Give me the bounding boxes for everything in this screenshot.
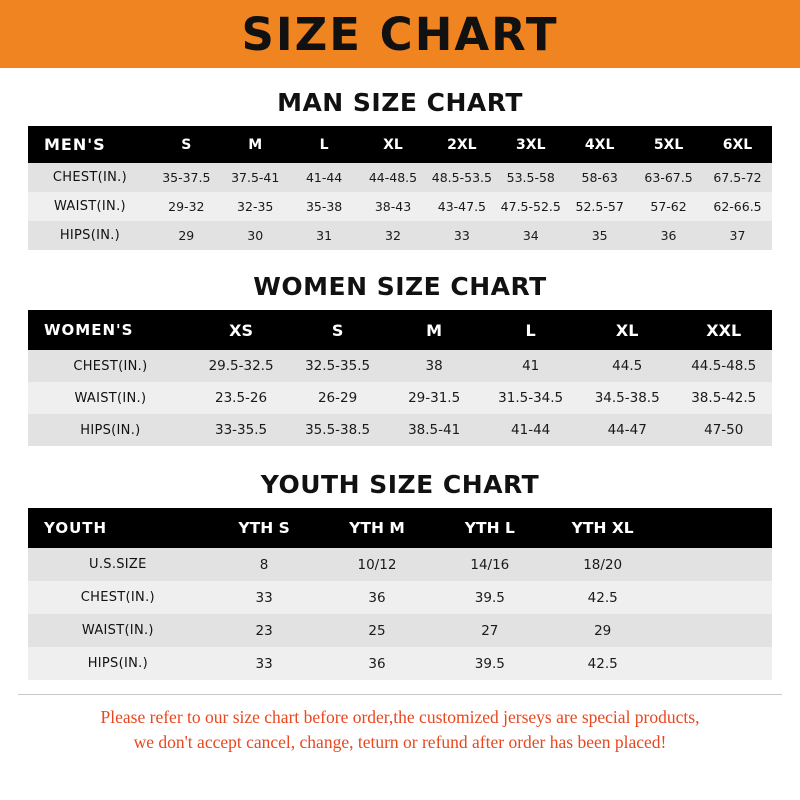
men-col-3: XL bbox=[359, 126, 428, 163]
youth-col-4 bbox=[659, 508, 772, 548]
youth-row-1-cell-0: 33 bbox=[208, 581, 321, 614]
table-row bbox=[28, 221, 772, 250]
men-row-2-cell-0: 29 bbox=[152, 221, 221, 250]
youth-row-3-cell-0: 33 bbox=[208, 647, 321, 680]
men-row-1-cell-1: 32-35 bbox=[221, 192, 290, 221]
youth-col-1: YTH M bbox=[321, 508, 434, 548]
men-row-2-label: HIPS(IN.) bbox=[28, 221, 152, 250]
table-row bbox=[28, 163, 772, 192]
women-row-0-cell-1: 32.5-35.5 bbox=[289, 350, 386, 382]
youth-row-1-label: CHEST(IN.) bbox=[28, 581, 208, 614]
men-row-1-cell-4: 43-47.5 bbox=[427, 192, 496, 221]
men-col-7: 5XL bbox=[634, 126, 703, 163]
women-row-0-cell-2: 38 bbox=[386, 350, 483, 382]
youth-row-3-cell-1: 36 bbox=[321, 647, 434, 680]
table-header-row bbox=[28, 508, 772, 548]
women-row-0-cell-4: 44.5 bbox=[579, 350, 676, 382]
men-row-1-cell-7: 57-62 bbox=[634, 192, 703, 221]
youth-row-0-cell-4 bbox=[659, 548, 772, 581]
men-row-0-cell-6: 58-63 bbox=[565, 163, 634, 192]
men-row-0-cell-2: 41-44 bbox=[290, 163, 359, 192]
youth-col-0: YTH S bbox=[208, 508, 321, 548]
women-row-1-label: WAIST(IN.) bbox=[28, 382, 193, 414]
women-row-2-cell-4: 44-47 bbox=[579, 414, 676, 446]
women-row-2-cell-2: 38.5-41 bbox=[386, 414, 483, 446]
men-row-0-cell-7: 63-67.5 bbox=[634, 163, 703, 192]
men-row-1-label: WAIST(IN.) bbox=[28, 192, 152, 221]
table-row bbox=[28, 350, 772, 382]
footer-note bbox=[18, 705, 782, 756]
women-row-2-cell-1: 35.5-38.5 bbox=[289, 414, 386, 446]
men-row-1-cell-2: 35-38 bbox=[290, 192, 359, 221]
youth-col-3: YTH XL bbox=[546, 508, 659, 548]
men-row-2-cell-8: 37 bbox=[703, 221, 772, 250]
youth-row-3-label: HIPS(IN.) bbox=[28, 647, 208, 680]
men-row-1-cell-0: 29-32 bbox=[152, 192, 221, 221]
youth-row-3-cell-4 bbox=[659, 647, 772, 680]
youth-row-0-label: U.S.SIZE bbox=[28, 548, 208, 581]
women-section-heading: WOMEN SIZE CHART bbox=[253, 272, 547, 301]
women-size-table bbox=[28, 310, 772, 446]
table-header-row bbox=[28, 310, 772, 350]
women-col-4: XL bbox=[579, 310, 676, 350]
women-row-1-cell-2: 29-31.5 bbox=[386, 382, 483, 414]
women-row-2-cell-3: 41-44 bbox=[482, 414, 579, 446]
women-row-1-cell-5: 38.5-42.5 bbox=[675, 382, 772, 414]
men-section-heading: MAN SIZE CHART bbox=[277, 88, 523, 117]
table-row bbox=[28, 647, 772, 680]
women-row-2-label: HIPS(IN.) bbox=[28, 414, 193, 446]
footer-divider bbox=[18, 694, 782, 695]
men-row-2-cell-4: 33 bbox=[427, 221, 496, 250]
youth-size-table bbox=[28, 508, 772, 680]
men-row-0-cell-0: 35-37.5 bbox=[152, 163, 221, 192]
men-col-6: 4XL bbox=[565, 126, 634, 163]
men-row-0-cell-1: 37.5-41 bbox=[221, 163, 290, 192]
women-header-label: WOMEN'S bbox=[28, 310, 193, 350]
youth-row-1-cell-4 bbox=[659, 581, 772, 614]
table-header-row bbox=[28, 126, 772, 163]
men-row-0-cell-4: 48.5-53.5 bbox=[427, 163, 496, 192]
table-row bbox=[28, 614, 772, 647]
women-col-1: S bbox=[289, 310, 386, 350]
table-row bbox=[28, 382, 772, 414]
women-row-1-cell-4: 34.5-38.5 bbox=[579, 382, 676, 414]
women-col-0: XS bbox=[193, 310, 290, 350]
men-col-1: M bbox=[221, 126, 290, 163]
men-row-0-cell-3: 44-48.5 bbox=[359, 163, 428, 192]
youth-row-2-cell-4 bbox=[659, 614, 772, 647]
footer-note-line-2: we don't accept cancel, change, teturn or refund after order has been placed! bbox=[133, 732, 667, 753]
men-col-8: 6XL bbox=[703, 126, 772, 163]
women-row-2-cell-0: 33-35.5 bbox=[193, 414, 290, 446]
youth-col-2: YTH L bbox=[433, 508, 546, 548]
women-row-1-cell-3: 31.5-34.5 bbox=[482, 382, 579, 414]
youth-row-1-cell-2: 39.5 bbox=[433, 581, 546, 614]
men-row-2-cell-5: 34 bbox=[496, 221, 565, 250]
women-table-wrap bbox=[28, 310, 772, 446]
youth-row-2-label: WAIST(IN.) bbox=[28, 614, 208, 647]
youth-row-0-cell-0: 8 bbox=[208, 548, 321, 581]
youth-row-2-cell-0: 23 bbox=[208, 614, 321, 647]
youth-row-1-cell-3: 42.5 bbox=[546, 581, 659, 614]
youth-table-wrap bbox=[28, 508, 772, 680]
page-title: SIZE CHART bbox=[241, 7, 559, 61]
youth-section-heading: YOUTH SIZE CHART bbox=[260, 470, 540, 499]
women-row-0-cell-3: 41 bbox=[482, 350, 579, 382]
men-table-wrap bbox=[28, 126, 772, 250]
youth-row-3-cell-3: 42.5 bbox=[546, 647, 659, 680]
women-row-1-cell-1: 26-29 bbox=[289, 382, 386, 414]
men-size-table bbox=[28, 126, 772, 250]
men-row-2-cell-3: 32 bbox=[359, 221, 428, 250]
table-row bbox=[28, 192, 772, 221]
men-row-2-cell-6: 35 bbox=[565, 221, 634, 250]
men-row-0-cell-5: 53.5-58 bbox=[496, 163, 565, 192]
women-row-0-cell-5: 44.5-48.5 bbox=[675, 350, 772, 382]
men-col-5: 3XL bbox=[496, 126, 565, 163]
women-row-0-cell-0: 29.5-32.5 bbox=[193, 350, 290, 382]
men-row-0-label: CHEST(IN.) bbox=[28, 163, 152, 192]
youth-row-3-cell-2: 39.5 bbox=[433, 647, 546, 680]
page-banner bbox=[0, 0, 800, 68]
men-col-4: 2XL bbox=[427, 126, 496, 163]
youth-row-0-cell-2: 14/16 bbox=[433, 548, 546, 581]
table-row bbox=[28, 414, 772, 446]
women-row-1-cell-0: 23.5-26 bbox=[193, 382, 290, 414]
youth-row-1-cell-1: 36 bbox=[321, 581, 434, 614]
men-row-2-cell-1: 30 bbox=[221, 221, 290, 250]
men-row-1-cell-6: 52.5-57 bbox=[565, 192, 634, 221]
men-col-2: L bbox=[290, 126, 359, 163]
youth-row-2-cell-3: 29 bbox=[546, 614, 659, 647]
women-col-2: M bbox=[386, 310, 483, 350]
youth-row-2-cell-2: 27 bbox=[433, 614, 546, 647]
men-row-2-cell-7: 36 bbox=[634, 221, 703, 250]
men-row-2-cell-2: 31 bbox=[290, 221, 359, 250]
men-row-0-cell-8: 67.5-72 bbox=[703, 163, 772, 192]
youth-row-0-cell-3: 18/20 bbox=[546, 548, 659, 581]
women-row-2-cell-5: 47-50 bbox=[675, 414, 772, 446]
youth-row-0-cell-1: 10/12 bbox=[321, 548, 434, 581]
men-row-1-cell-8: 62-66.5 bbox=[703, 192, 772, 221]
footer-note-line-1: Please refer to our size chart before order,the customized jerseys are special products, bbox=[100, 707, 700, 727]
table-row bbox=[28, 581, 772, 614]
men-header-label: MEN'S bbox=[28, 126, 152, 163]
youth-row-2-cell-1: 25 bbox=[321, 614, 434, 647]
table-row bbox=[28, 548, 772, 581]
women-col-5: XXL bbox=[675, 310, 772, 350]
youth-header-label: YOUTH bbox=[28, 508, 208, 548]
women-col-3: L bbox=[482, 310, 579, 350]
women-row-0-label: CHEST(IN.) bbox=[28, 350, 193, 382]
men-row-1-cell-5: 47.5-52.5 bbox=[496, 192, 565, 221]
men-row-1-cell-3: 38-43 bbox=[359, 192, 428, 221]
men-col-0: S bbox=[152, 126, 221, 163]
